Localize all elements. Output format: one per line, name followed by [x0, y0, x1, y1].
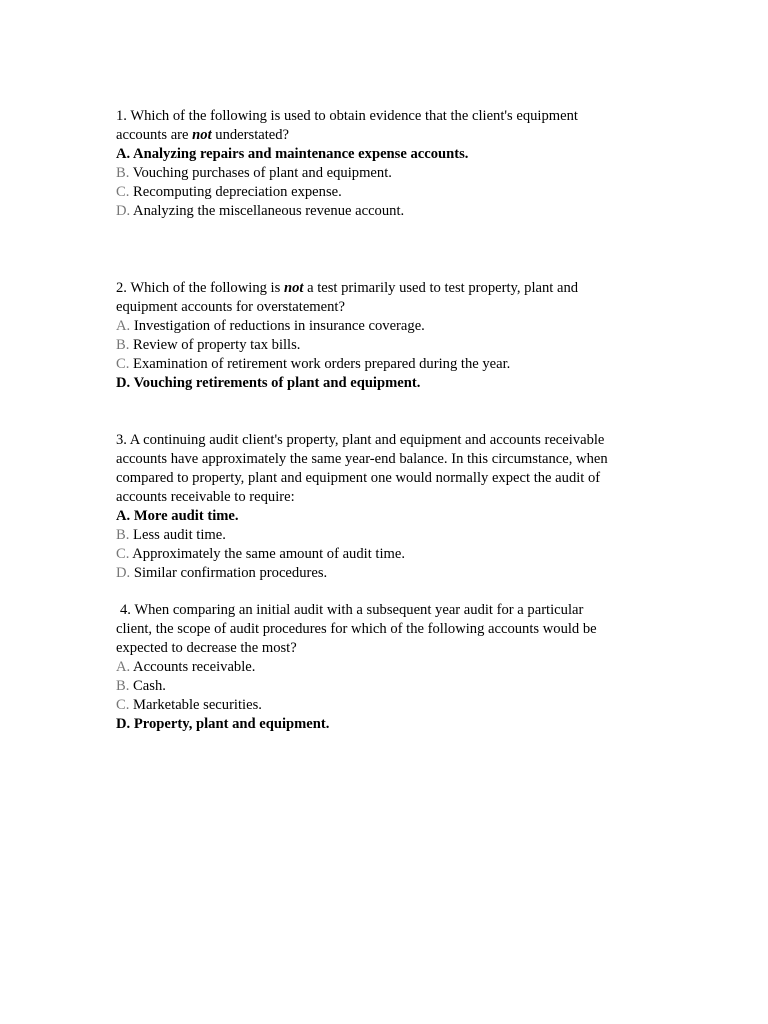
- question-3-option-b: [116, 526, 656, 545]
- option-letter: C.: [116, 184, 130, 200]
- option-text: Investigation of reductions in insurance coverage.: [133, 318, 425, 334]
- question-2-option-b: [116, 336, 656, 355]
- stem-text: 2. Which of the following is: [116, 280, 284, 296]
- question-4: [116, 601, 656, 734]
- stem-emphasis: not: [192, 127, 212, 143]
- question-3-option-a: [116, 507, 656, 526]
- option-text: Marketable securities.: [133, 697, 262, 713]
- option-letter: B.: [116, 527, 130, 543]
- question-4-stem-line-1: 4. When comparing an initial audit with a subsequent year audit for a particular: [120, 602, 584, 618]
- question-3-stem-line-1: 3. A continuing audit client's property, plant and equipment and accounts receivable: [116, 432, 605, 448]
- question-2: [116, 279, 656, 393]
- question-3-stem-line-2: accounts have approximately the same year-end balance. In this circumstance, when: [116, 451, 608, 467]
- option-text: Accounts receivable.: [133, 659, 256, 675]
- option-text: Analyzing repairs and maintenance expense accounts.: [133, 146, 469, 162]
- question-4-option-a: [116, 658, 656, 677]
- option-letter: B.: [116, 337, 130, 353]
- question-2-stem-line-1: [116, 279, 656, 298]
- option-letter: A.: [116, 508, 131, 524]
- option-text: Vouching purchases of plant and equipment.: [132, 165, 392, 181]
- question-1-option-a: [116, 145, 656, 164]
- stem-text: a test primarily used to test property, plant and: [303, 280, 579, 296]
- option-text: Cash.: [133, 678, 166, 694]
- option-letter: A.: [116, 146, 131, 162]
- option-text: Similar confirmation procedures.: [133, 565, 328, 581]
- question-4-option-c: [116, 696, 656, 715]
- option-letter: A.: [116, 318, 131, 334]
- question-3-option-d: [116, 564, 656, 583]
- question-3: [116, 431, 656, 583]
- question-3-stem-line-4: accounts receivable to require:: [116, 489, 295, 505]
- option-letter: C.: [116, 697, 130, 713]
- question-4-stem-line-3: expected to decrease the most?: [116, 640, 297, 656]
- option-letter: D.: [116, 375, 131, 391]
- question-2-option-a: [116, 317, 656, 336]
- question-1-stem-line-1: 1. Which of the following is used to obtain evidence that the client's equipment: [116, 108, 578, 124]
- option-text: Approximately the same amount of audit time.: [132, 546, 405, 562]
- option-letter: C.: [116, 356, 130, 372]
- question-4-option-d: [116, 715, 656, 734]
- option-text: More audit time.: [133, 508, 239, 524]
- question-2-option-d: [116, 374, 656, 393]
- question-3-option-c: [116, 545, 656, 564]
- option-text: Recomputing depreciation expense.: [133, 184, 342, 200]
- option-letter: D.: [116, 565, 131, 581]
- option-text: Property, plant and equipment.: [133, 716, 330, 732]
- option-letter: B.: [116, 678, 130, 694]
- stem-emphasis: not: [283, 280, 304, 296]
- stem-text: understated?: [211, 127, 290, 143]
- question-2-stem-line-2: equipment accounts for overstatement?: [116, 299, 345, 315]
- option-letter: D.: [116, 203, 131, 219]
- question-1: [116, 107, 656, 221]
- option-text: Vouching retirements of plant and equipment.: [133, 375, 421, 391]
- option-letter: A.: [116, 659, 131, 675]
- question-1-option-b: [116, 164, 656, 183]
- option-letter: D.: [116, 716, 131, 732]
- option-letter: C.: [116, 546, 130, 562]
- question-4-option-b: [116, 677, 656, 696]
- question-1-option-c: [116, 183, 656, 202]
- question-1-option-d: [116, 202, 656, 221]
- stem-text: accounts are: [116, 127, 193, 143]
- question-2-option-c: [116, 355, 656, 374]
- option-letter: B.: [116, 165, 130, 181]
- option-text: Examination of retirement work orders prepared during the year.: [133, 356, 511, 372]
- option-text: Less audit time.: [133, 527, 226, 543]
- question-1-stem-line-2: [116, 126, 656, 145]
- question-4-stem-line-2: client, the scope of audit procedures for which of the following accounts would be: [116, 621, 597, 637]
- option-text: Review of property tax bills.: [133, 337, 301, 353]
- question-3-stem-line-3: compared to property, plant and equipment one would normally expect the audit of: [116, 470, 601, 486]
- option-text: Analyzing the miscellaneous revenue account.: [133, 203, 405, 219]
